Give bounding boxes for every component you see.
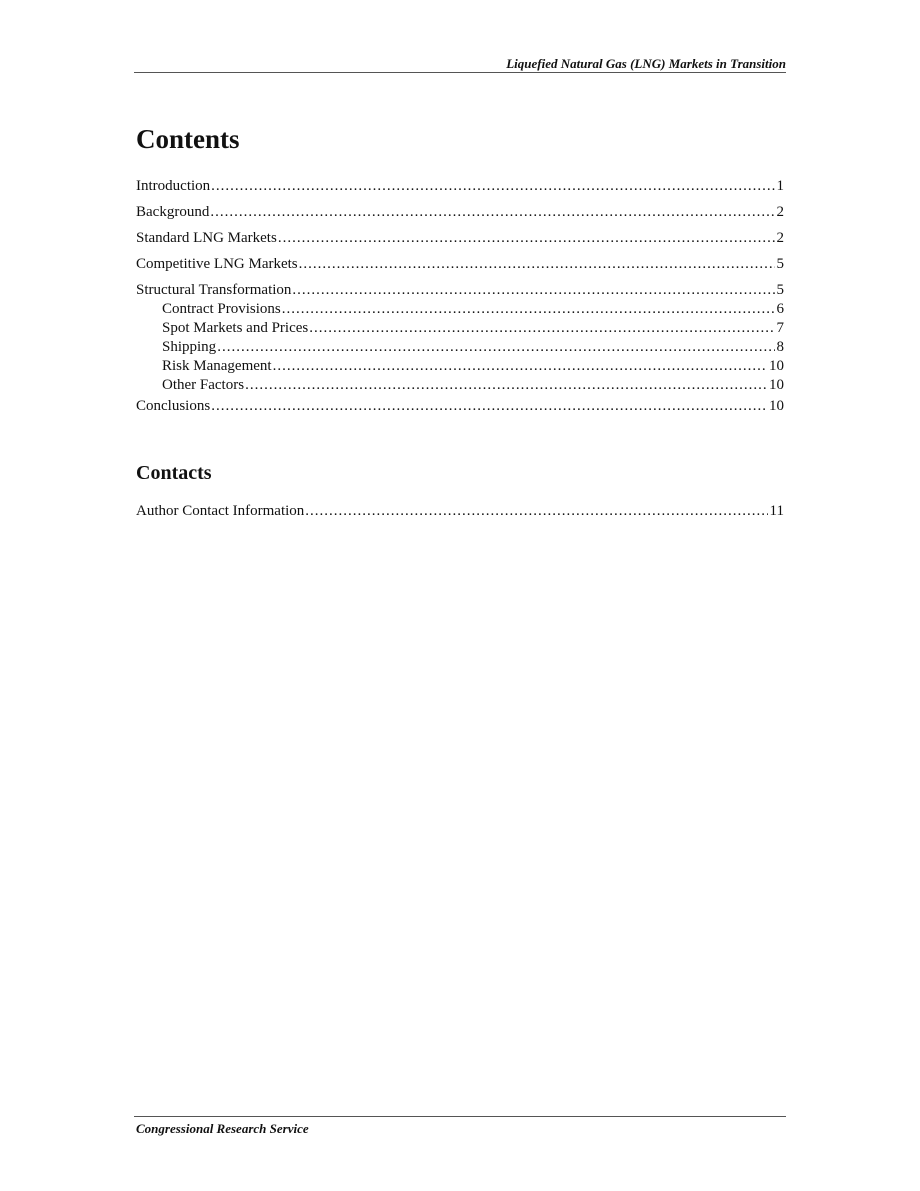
toc-entry-page: 11 [769,503,784,519]
dot-leader [211,177,774,195]
toc-entry-page: 2 [776,204,784,220]
toc-entry-page: 2 [776,230,784,246]
dot-leader [292,281,774,299]
toc-entry-author-contact-information[interactable] [136,502,784,520]
toc-entry-page: 6 [776,301,784,317]
toc-entry-risk-management[interactable] [136,357,784,375]
toc-entry-label: Conclusions [136,398,211,414]
toc-entry-label: Spot Markets and Prices [162,320,309,336]
toc-entry-page: 10 [769,398,784,414]
dot-leader [211,397,767,415]
toc-entry-page: 7 [776,320,784,336]
header-rule [134,72,786,73]
toc-entry-label: Shipping [162,339,217,355]
toc-entry-page: 10 [769,358,784,374]
toc-entry-other-factors[interactable] [136,376,784,394]
dot-leader [245,376,767,394]
dot-leader [309,319,774,337]
dot-leader [273,357,767,375]
toc-entry-label: Risk Management [162,358,272,374]
toc-entry-label: Background [136,204,210,220]
toc-entry-spot-markets-and-prices[interactable] [136,319,784,337]
dot-leader [282,300,775,318]
toc-entry-label: Other Factors [162,377,245,393]
toc-entry-standard-lng-markets[interactable] [136,229,784,247]
table-of-contents [136,177,784,415]
footer-rule [134,1116,786,1117]
dot-leader [305,502,767,520]
toc-entry-label: Standard LNG Markets [136,230,277,246]
dot-leader [278,229,775,247]
toc-entry-label: Introduction [136,178,211,194]
contents-title: Contents [136,124,240,154]
toc-entry-page: 10 [769,377,784,393]
toc-entry-structural-transformation[interactable] [136,281,784,299]
toc-entry-label: Structural Transformation [136,282,292,298]
dot-leader [299,255,775,273]
toc-entry-page: 8 [776,339,784,355]
toc-entry-label: Author Contact Information [136,503,305,519]
dot-leader [210,203,774,221]
toc-entry-background[interactable] [136,203,784,221]
toc-entry-competitive-lng-markets[interactable] [136,255,784,273]
toc-entry-page: 5 [776,282,784,298]
toc-entry-label: Competitive LNG Markets [136,256,298,272]
toc-entry-contract-provisions[interactable] [136,300,784,318]
toc-entry-conclusions[interactable] [136,397,784,415]
toc-entry-label: Contract Provisions [162,301,281,317]
footer-text: Congressional Research Service [136,1121,309,1136]
toc-entry-introduction[interactable] [136,177,784,195]
dot-leader [217,338,774,356]
toc-entry-shipping[interactable] [136,338,784,356]
toc-entry-page: 5 [776,256,784,272]
contacts-list [136,502,784,520]
toc-entry-page: 1 [776,178,784,194]
running-header: Liquefied Natural Gas (LNG) Markets in Transition [506,56,786,71]
contacts-title: Contacts [136,462,212,484]
